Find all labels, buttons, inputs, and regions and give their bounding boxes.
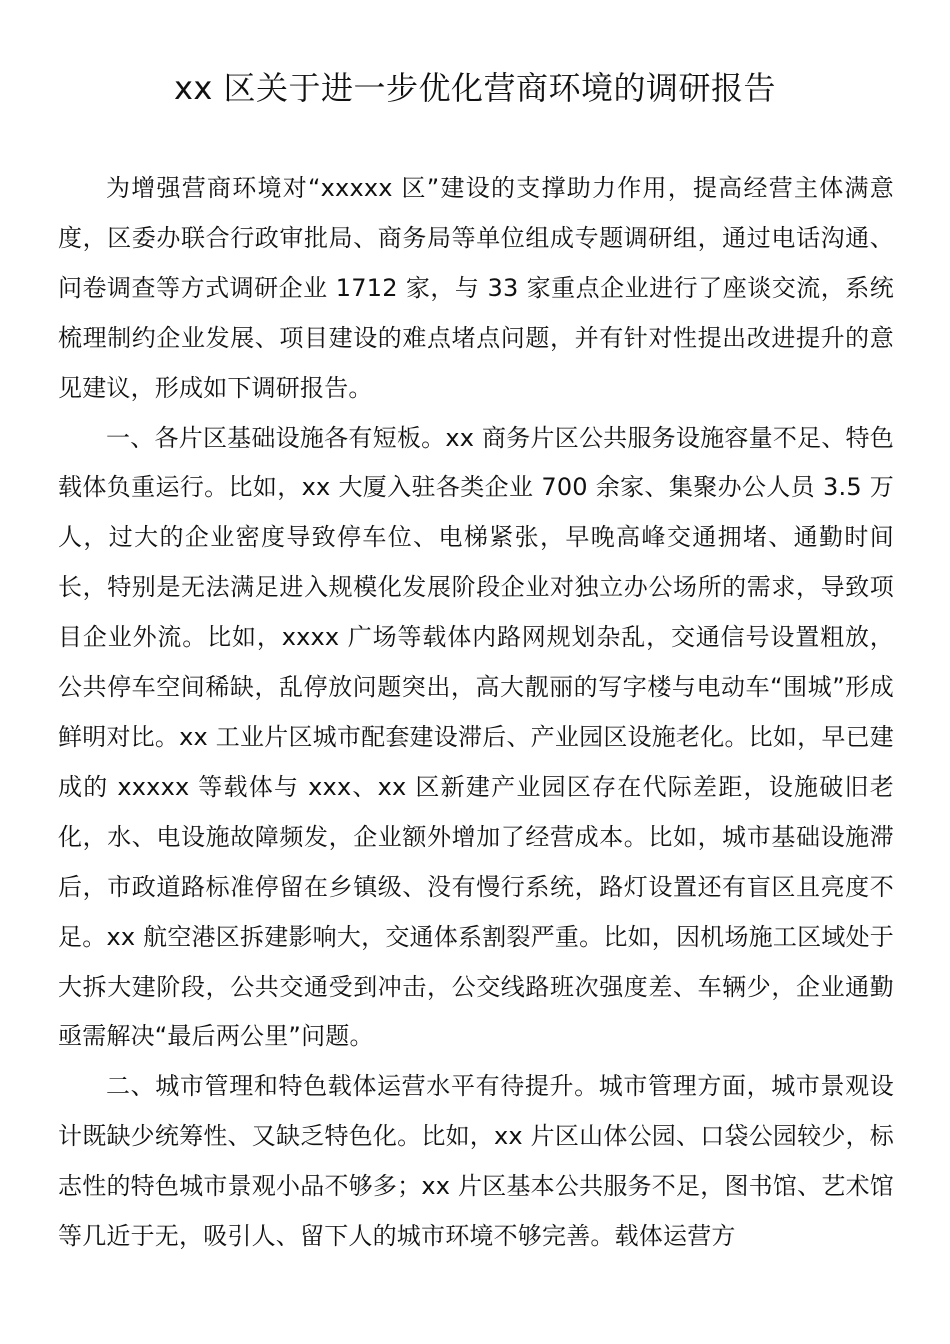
document-body: [58, 164, 894, 1262]
document-title: xx 区关于进一步优化营商环境的调研报告: [173, 69, 777, 107]
paragraph-intro: 为增强营商环境对“xxxxx 区”建设的支撑助力作用，提高经营主体满意度，区委办联合行政审批局、商务局等单位组成专题调研组，通过电话沟通、问卷调查等方式调研企业 1712 家，与 33 家重点企业进行了座谈交流，系统梳理制约企业发展、项目建设的难点堵点问题，并有针对性提出改进提升的意见建议，形成如下调研报告。: [58, 174, 894, 402]
paragraph-section-2: 二、城市管理和特色载体运营水平有待提升。城市管理方面，城市景观设计既缺少统筹性、又缺乏特色化。比如，xx 片区山体公园、口袋公园较少，标志性的特色城市景观小品不够多；xx 片区基本公共服务不足，图书馆、艺术馆等几近于无，吸引人、留下人的城市环境不够完善。载体运营方: [58, 1072, 894, 1251]
paragraph-section-1: 一、各片区基础设施各有短板。xx 商务片区公共服务设施容量不足、特色载体负重运行。比如，xx 大厦入驻各类企业 700 余家、集聚办公人员 3.5 万人，过大的企业密度导致停车位、电梯紧张，早晚高峰交通拥堵、通勤时间长，特别是无法满足进入规模化发展阶段企业对独立办公场所的需求，导致项目企业外流。比如，xxxx 广场等载体内路网规划杂乱，交通信号设置粗放，公共停车空间稀缺，乱停放问题突出，高大靓丽的写字楼与电动车“围城”形成鲜明对比。xx 工业片区城市配套建设滞后、产业园区设施老化。比如，早已建成的 xxxxx 等载体与 xxx、xx 区新建产业园区存在代际差距，设施破旧老化，水、电设施故障频发，企业额外增加了经营成本。比如，城市基础设施滞后，市政道路标准停留在乡镇级、没有慢行系统，路灯设置还有盲区且亮度不足。xx 航空港区拆建影响大，交通体系割裂严重。比如，因机场施工区域处于大拆大建阶段，公共交通受到冲击，公交线路班次强度差、车辆少，企业通勤亟需解决“最后两公里”问题。: [58, 423, 894, 1051]
